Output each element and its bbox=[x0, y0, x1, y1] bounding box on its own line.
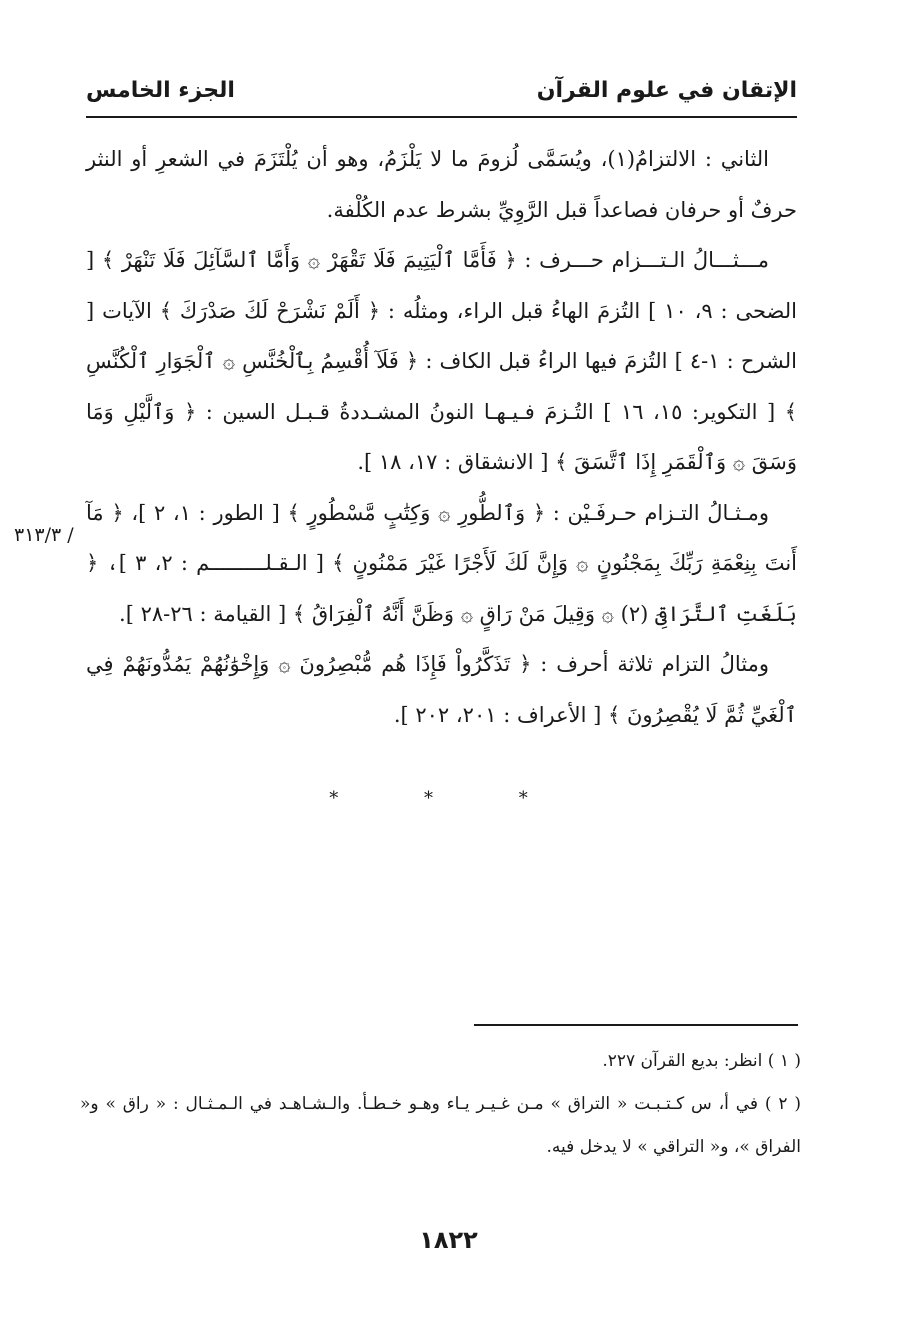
header-divider bbox=[86, 116, 797, 118]
margin-reference: / ٣١٣/٣ bbox=[14, 524, 74, 546]
paragraph-one-letter-example: مـــثـــالُ الـتـــزام حـــرف : ﴿ فَأَمَّا ٱلْيَتِيمَ فَلَا تَقْهَرْ ۞ وَأَمَّا ٱلسَّآئِلَ فَلَا تَنْهَرْ ﴾ [ الضحى : ٩، ١٠ ] التُزمَ الهاءُ قبل الراء، ومثلُه : ﴿ أَلَمْ نَشْرَحْ لَكَ صَدْرَكَ ﴾ الآيات [ الشرح : ١-٤ ] التُزمَ فيها الراءُ قبل الكاف : ﴿ فَلَآ أُقْسِمُ بِٱلْخُنَّسِ ۞ ٱلْجَوَارِ ٱلْكُنَّسِ ﴾ [ التكوير: ١٥، ١٦ ] التُـزمَ فـيـهـا النونُ المشـددةُ قـبـل السين : ﴿ وَٱلَّيْلِ وَمَا وَسَقَ ۞ وَٱلْقَمَرِ إِذَا ٱتَّسَقَ ﴾ [ الانشقاق : ١٧، ١٨ ]. bbox=[86, 248, 798, 474]
page-number: ١٨٢٢ bbox=[419, 1226, 478, 1254]
footnotes bbox=[80, 1040, 801, 1169]
section-separator: * * * bbox=[329, 788, 568, 809]
book-title: الإتقان في علوم القرآن bbox=[536, 77, 797, 103]
part-label: الجزء الخامس bbox=[86, 77, 235, 103]
footnote-divider bbox=[474, 1024, 798, 1026]
paragraph-definition: الثاني : الالتزامُ(١)، ويُسَمَّى لُزومَ ما لا يَلْزَمُ، وهو أن يُلْتَزَمَ في الشعرِ أو النثر حرفٌ أو حرفان فصاعداً قبل الرَّوِيِّ بشرط عدم الكُلْفة. bbox=[86, 147, 797, 222]
main-text bbox=[86, 134, 797, 740]
paragraph-two-letter-example: ومـثـالُ التـزام حـرفَـيْن : ﴿ وَٱلطُّورِ ۞ وَكِتَٰبٍ مَّسْطُورٍ ﴾ [ الطور : ١، ٢ ]، ﴿ مَآ أَنتَ بِنِعْمَةِ رَبِّكَ بِمَجْنُونٍ ۞ وَإِنَّ لَكَ لَأَجْرًا غَيْرَ مَمْنُونٍ ﴾ [ الـقـلـــــــــم : ٢، ٣ ]، ﴿ بَلَغَتِ ٱلتَّرَاقِىَ (٢) ۞ وَقِيلَ مَنْ رَاقٍ ۞ وَظَنَّ أَنَّهُ ٱلْفِرَاقُ ﴾ [ القيامة : ٢٦-٢٨ ]. bbox=[86, 500, 798, 626]
footnote-2: ( ٢ ) في أ، س كـتـبـت « التراق » مـن غـيـر يـاء وهـو خـطـأ. والـشـاهـد في الـمـثـال : « راق » و« الفراق »، و« التراقي » لا يدخل فيه. bbox=[80, 1094, 801, 1157]
paragraph-three-letter-example: ومثالُ التزام ثلاثة أحرف : ﴿ تَذَكَّرُواْ فَإِذَا هُم مُّبْصِرُونَ ۞ وَإِخْوَٰنُهُمْ يَمُدُّونَهُمْ فِي ٱلْغَيِّ ثُمَّ لَا يُقْصِرُونَ ﴾ [ الأعراف : ٢٠١، ٢٠٢ ]. bbox=[86, 652, 797, 727]
running-header bbox=[86, 70, 797, 110]
footnote-1: ( ١ ) انظر: بديع القرآن ٢٢٧. bbox=[602, 1051, 801, 1071]
